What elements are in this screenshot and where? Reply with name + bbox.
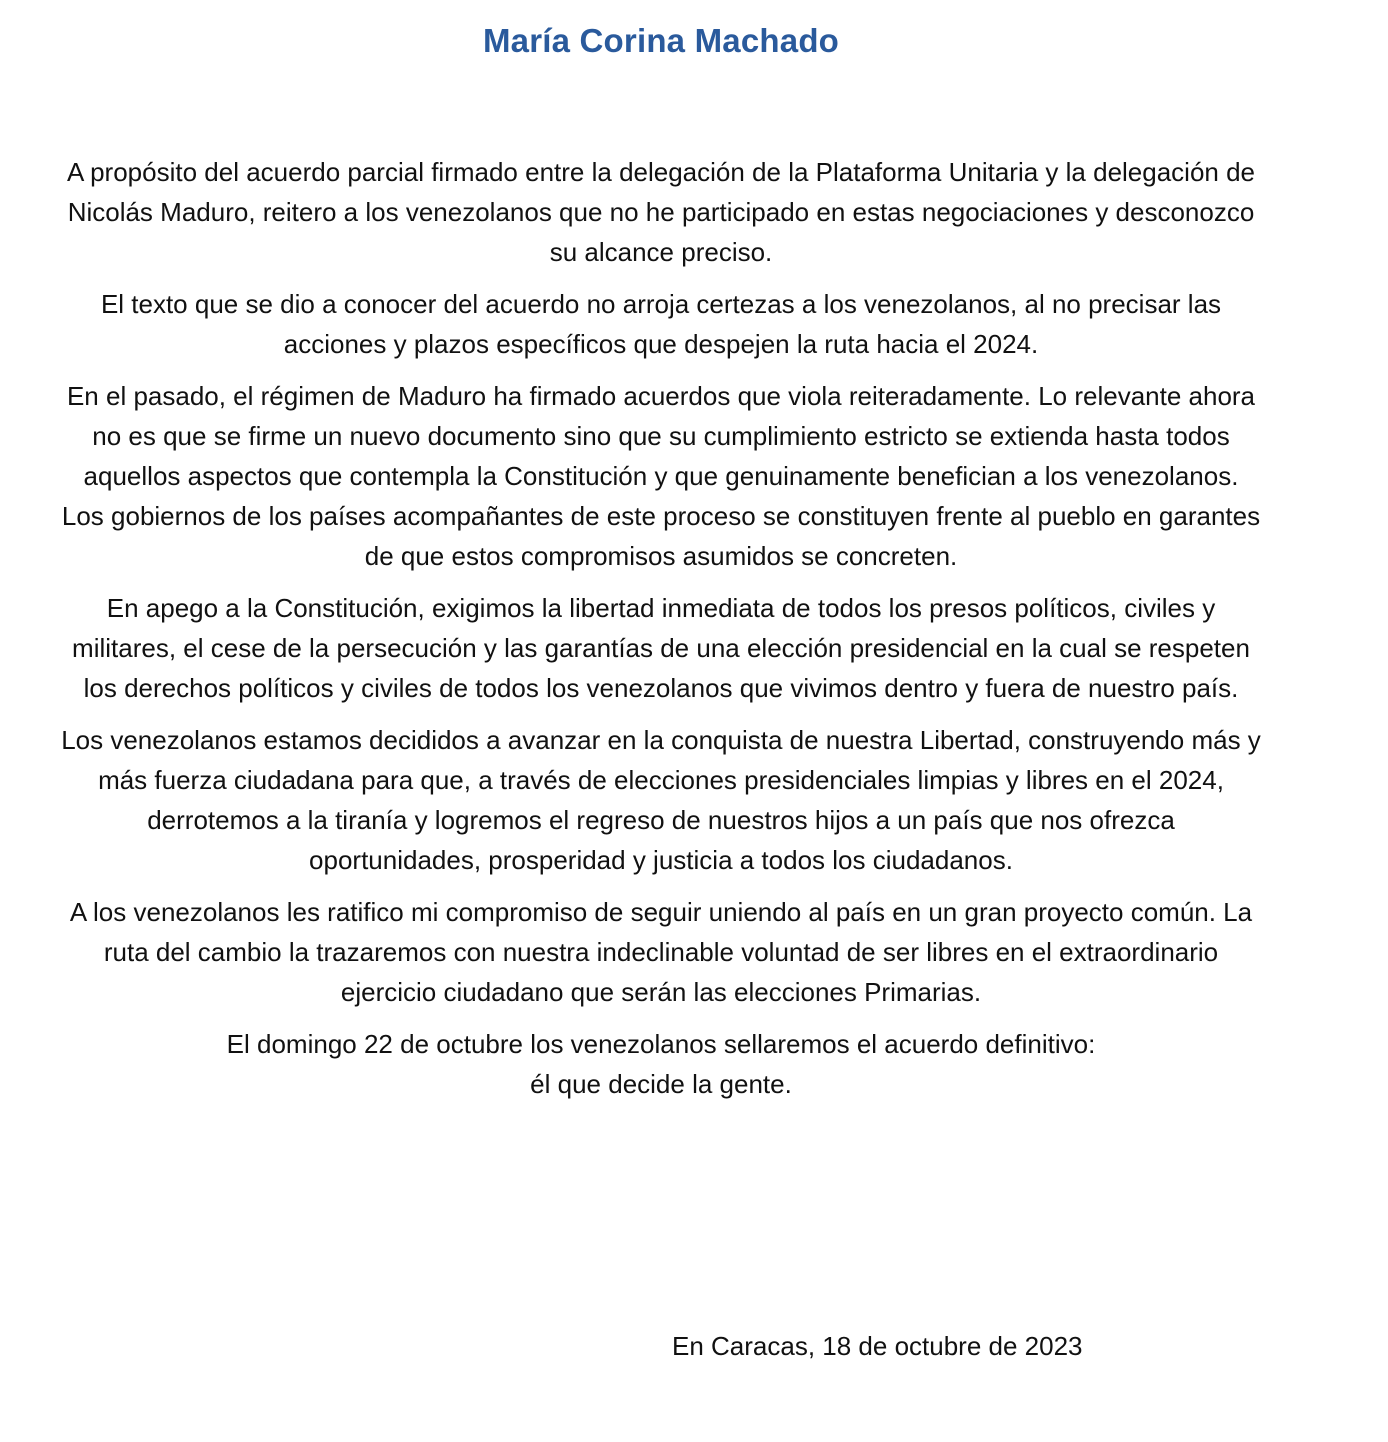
document-title: María Corina Machado bbox=[482, 22, 840, 59]
paragraph-6: A los venezolanos les ratifico mi compromiso de seguir uniendo al país en un gran proyecto común. La ruta del cambio la trazaremos con nuestra indeclinable voluntad de ser libres en el extraordinario ejercicio ciudadano que serán las elecciones Primarias. bbox=[69, 897, 1253, 1007]
closing-line-2: él que decide la gente. bbox=[530, 1069, 792, 1099]
paragraph-2: El texto que se dio a conocer del acuerdo no arroja certezas a los venezolanos, al no precisar las acciones y plazos específicos que despejen la ruta hacia el 2024. bbox=[100, 289, 1222, 359]
statement-body bbox=[60, 152, 1262, 1116]
date-line: En Caracas, 18 de octubre de 2023 bbox=[672, 1331, 1083, 1361]
paragraph-1: A propósito del acuerdo parcial firmado entre la delegación de la Plataforma Unitaria y la delegación de Nicolás Maduro, reitero a los venezolanos que no he participado en estas negociaciones y desconozco su alcance preciso. bbox=[66, 157, 1256, 267]
closing-line-1: El domingo 22 de octubre los venezolanos sellaremos el acuerdo definitivo: bbox=[226, 1029, 1096, 1059]
closing-statement bbox=[60, 1024, 1262, 1104]
paragraph-5: Los venezolanos estamos decididos a avanzar en la conquista de nuestra Libertad, construyendo más y más fuerza ciudadana para que, a través de elecciones presidenciales limpias y libres en el 2024, derrotemos a la tiranía y logremos el regreso de nuestros hijos a un país que nos ofrezca oportunidades, prosperidad y justicia a todos los ciudadanos. bbox=[61, 725, 1261, 875]
paragraph-4: En apego a la Constitución, exigimos la libertad inmediata de todos los presos políticos, civiles y militares, el cese de la persecución y las garantías de una elección presidencial en la cual se respeten los derechos políticos y civiles de todos los venezolanos que vivimos dentro y fuera de nuestro país. bbox=[72, 593, 1250, 703]
paragraph-3: En el pasado, el régimen de Maduro ha firmado acuerdos que viola reiteradamente. Lo relevante ahora no es que se firme un nuevo documento sino que su cumplimiento estricto se extienda hasta todos aquellos aspectos que contempla la Constitución y que genuinamente benefician a los venezolanos. Los gobiernos de los países acompañantes de este proceso se constituyen frente al pueblo en garantes de que estos compromisos asumidos se concreten. bbox=[61, 381, 1261, 571]
